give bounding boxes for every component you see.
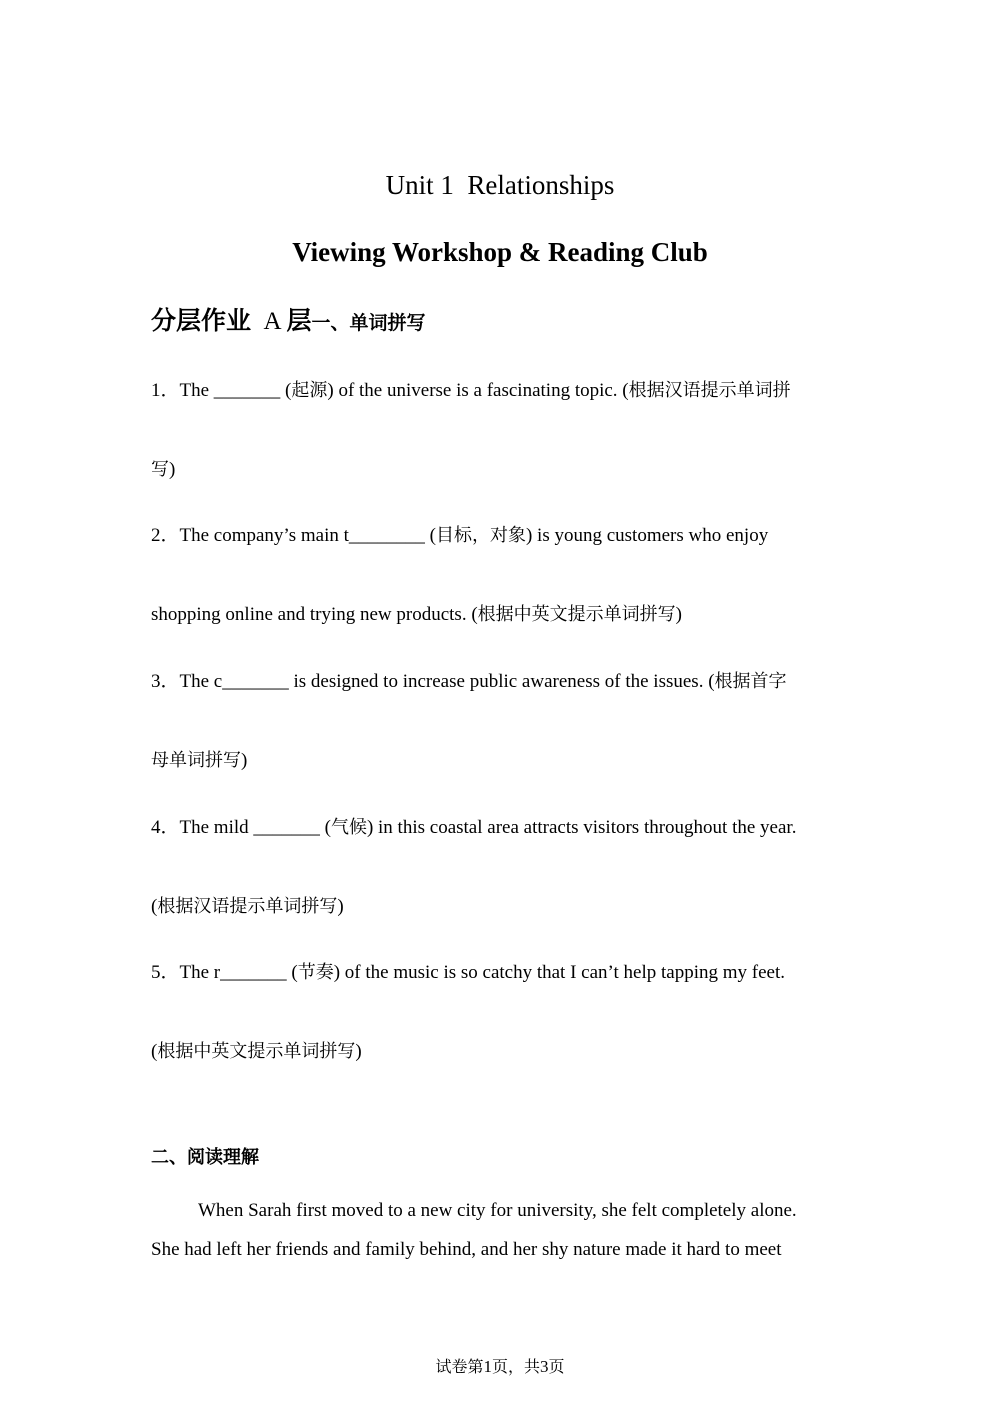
question-1-line-1: [151, 378, 791, 404]
heading-layered-homework: 分层作业: [151, 306, 252, 335]
q2-text-c: shopping online and trying new products. (: [151, 604, 478, 625]
q4-close-paren: ): [337, 896, 344, 917]
q4-hint: 气候: [330, 817, 367, 838]
footer-middle: 页，共: [491, 1357, 540, 1376]
q1-instruction-cont: 写: [151, 459, 169, 480]
question-1-line-2: [151, 457, 175, 483]
unit-title: Unit 1 Relationships: [385, 170, 615, 200]
q1-hint: 起源: [291, 380, 328, 401]
footer-suffix: 页: [548, 1357, 565, 1376]
heading-layer-word: 层: [286, 306, 312, 335]
q5-open-paren: (: [151, 1041, 158, 1062]
q2-instruction: 根据中英文提示单词拼写: [477, 604, 676, 625]
question-2-line-2: [151, 602, 682, 628]
heading-layer-letter: A: [263, 308, 281, 335]
q4-open-paren: (: [151, 896, 158, 917]
question-2-line-1: [151, 523, 768, 549]
q1-text-a: 1．The _______ (: [151, 380, 292, 401]
footer-prefix: 试卷第: [435, 1357, 484, 1376]
passage-line-1: When Sarah first moved to a new city for university, she felt completely alone.: [198, 1200, 797, 1221]
q4-text-a: 4．The mild _______ (: [151, 817, 331, 838]
q3-instruction-cont: 母单词拼写: [151, 750, 241, 771]
section-heading-layered-homework: [151, 304, 425, 340]
q4-text-b: ) in this coastal area attracts visitors throughout the year.: [366, 817, 797, 838]
q1-instruction: 根据汉语提示单词拼: [628, 380, 791, 401]
question-5-line-1: [151, 960, 785, 986]
q5-hint: 节奏: [297, 962, 334, 983]
page-footer: [0, 1355, 1000, 1379]
q2-close-paren: ): [675, 604, 682, 625]
q1-close-paren: ): [169, 459, 176, 480]
q2-text-a: 2．The company’s main t________ (: [151, 525, 436, 546]
passage-line-2: She had left her friends and family behind, and her shy nature made it hard to meet: [151, 1239, 782, 1260]
question-4-line-2: [151, 894, 344, 920]
q3-close-paren: ): [241, 750, 248, 771]
section-heading-reading: 二、阅读理解: [151, 1147, 259, 1168]
lesson-subtitle: Viewing Workshop & Reading Club: [292, 237, 708, 267]
q2-hint: 目标，对象: [435, 525, 526, 546]
q3-instruction: 根据首字: [714, 671, 787, 692]
question-3-line-1: [151, 669, 787, 695]
q1-text-b: ) of the universe is a fascinating topic. (: [327, 380, 629, 401]
q5-close-paren: ): [355, 1041, 362, 1062]
q5-text-b: ) of the music is so catchy that I can’t help tapping my feet.: [333, 962, 785, 983]
q2-text-b: ) is young customers who enjoy: [525, 525, 769, 546]
question-4-line-1: [151, 815, 796, 841]
footer-total-pages: 3: [540, 1357, 549, 1376]
q4-instruction: 根据汉语提示单词拼写: [157, 896, 338, 917]
question-5-line-2: [151, 1039, 362, 1065]
q5-instruction: 根据中英文提示单词拼写: [157, 1041, 356, 1062]
question-3-line-2: [151, 748, 247, 774]
q3-text-a: 3．The c_______ is designed to increase public awareness of the issues. (: [151, 671, 715, 692]
q5-text-a: 5．The r_______ (: [151, 962, 298, 983]
heading-spelling: 一、单词拼写: [311, 312, 426, 334]
footer-current-page: 1: [483, 1357, 492, 1376]
